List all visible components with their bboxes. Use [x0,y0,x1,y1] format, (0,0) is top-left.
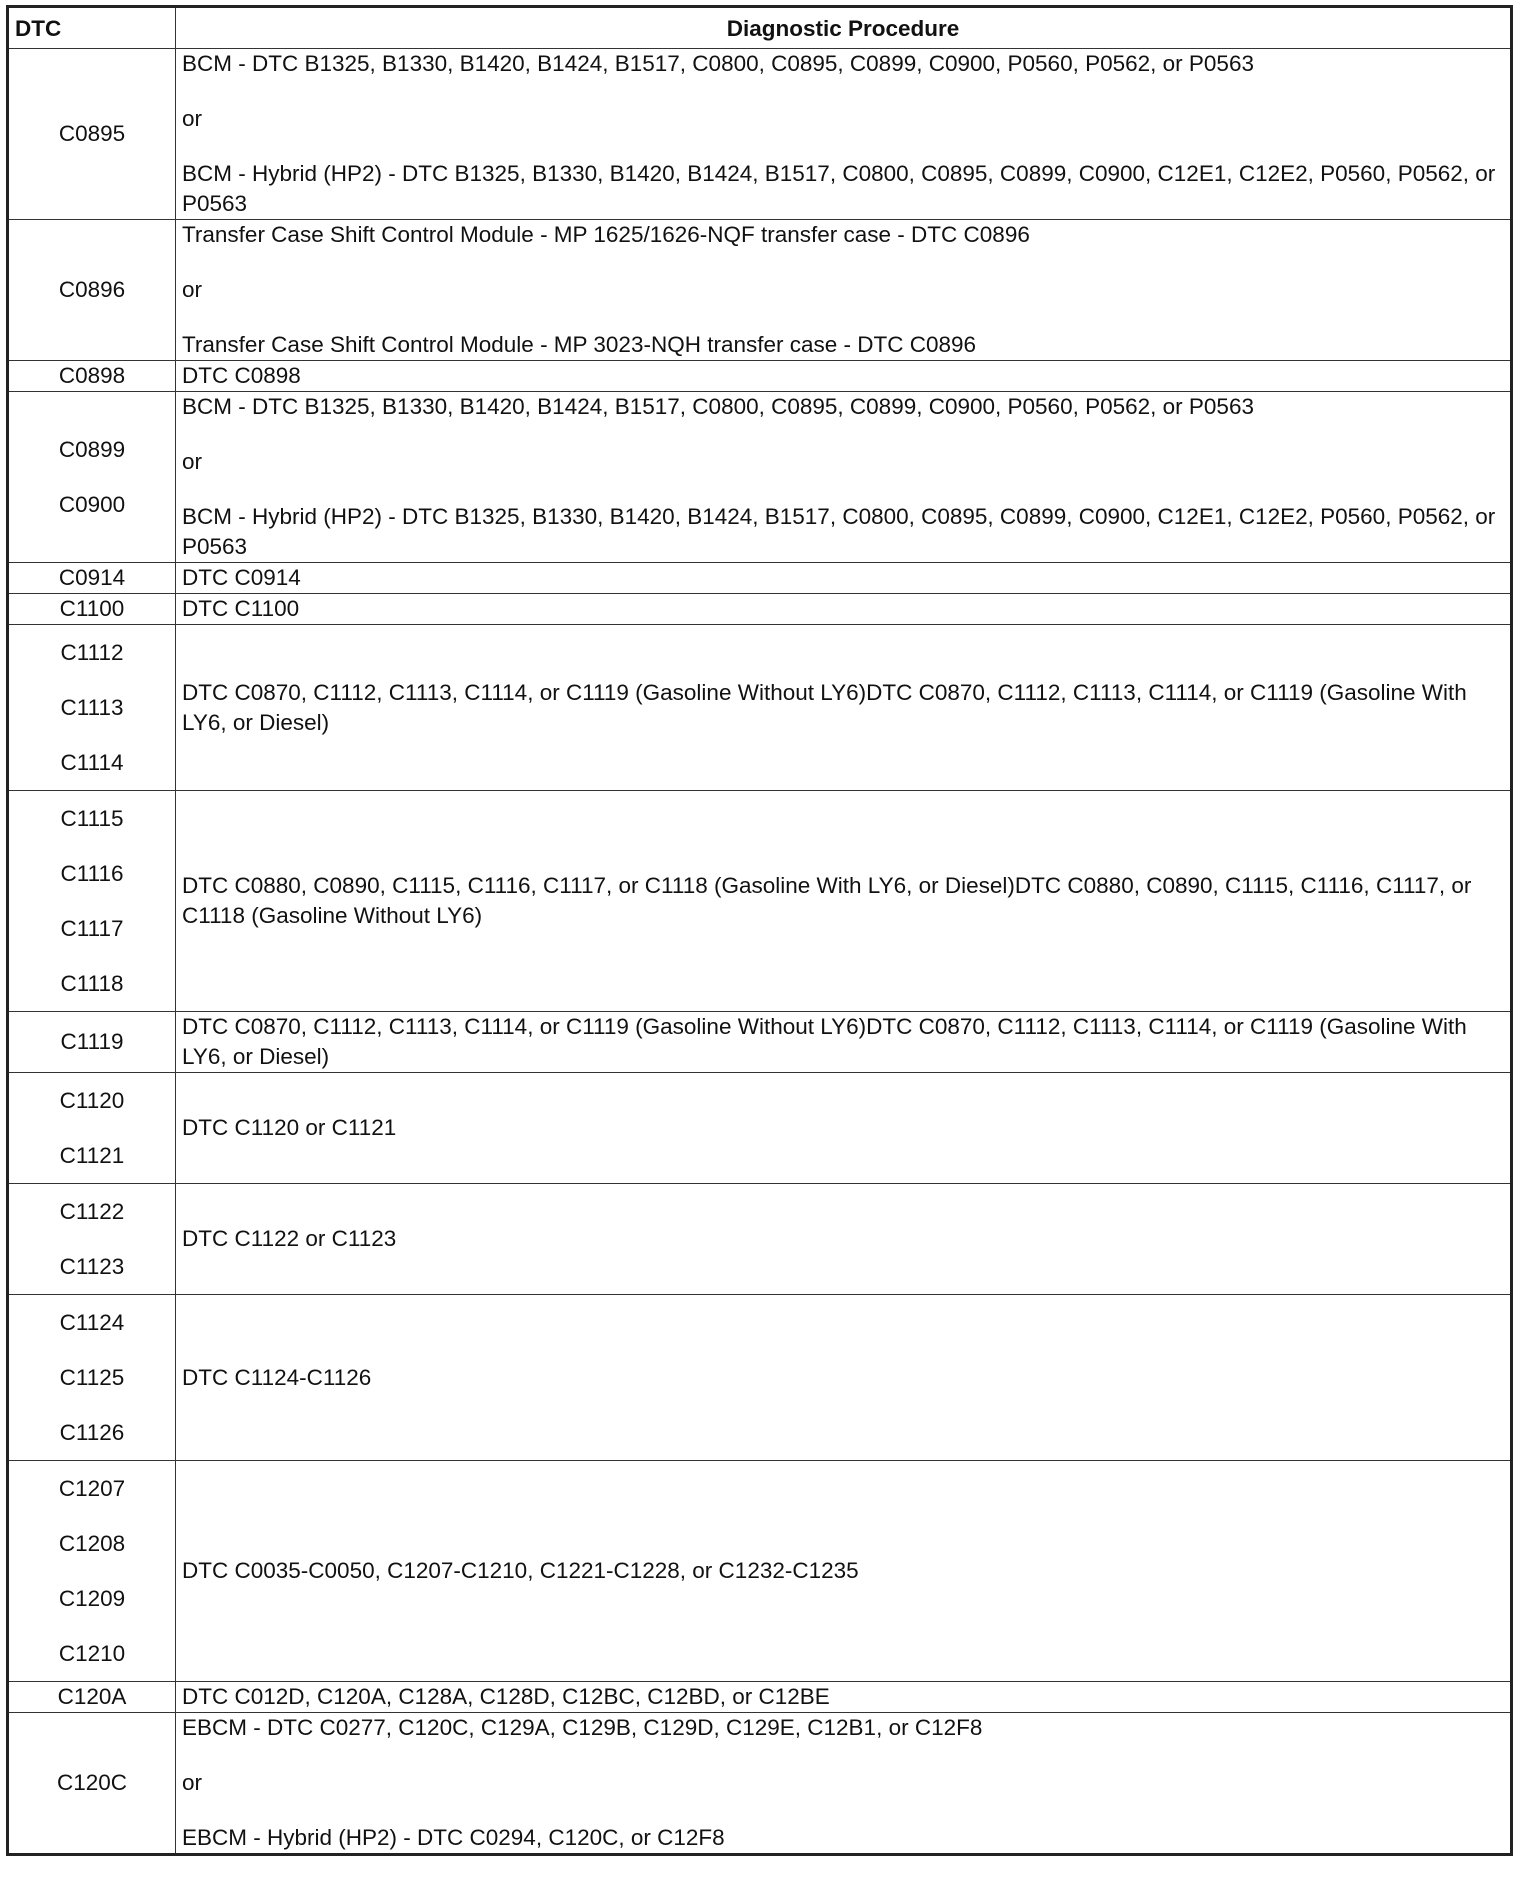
dtc-code: C1116 [60,861,124,886]
dtc-code: C0896 [58,277,126,302]
table-row [8,1295,1512,1461]
dtc-code: C0914 [58,565,126,590]
dtc-code: C1207 [58,1476,126,1501]
dtc-code-cell [8,1682,176,1713]
procedure-text: or [182,277,203,302]
procedure-text: DTC C1122 or C1123 [182,1226,397,1251]
diagnostic-procedure-cell [176,392,1512,563]
dtc-code-cell [8,1012,176,1073]
procedure-text: DTC C1100 [182,596,300,621]
procedure-text: DTC C0880, C0890, C1115, C1116, C1117, or C1118 (Gasoline With LY6, or Diesel)DTC C0880, C0890, C1115, C1116, C1117, or C1118 (Gasoline Without LY6) [182,873,1472,928]
dtc-code-cell [8,220,176,361]
table-row [8,1682,1512,1713]
dtc-code: C0898 [58,363,126,388]
procedure-text: BCM - Hybrid (HP2) - DTC B1325, B1330, B1420, B1424, B1517, C0800, C0895, C0899, C0900, C12E1, C12E2, P0560, P0562, or P0563 [182,161,1496,216]
procedure-text: Transfer Case Shift Control Module - MP 3023-NQH transfer case - DTC C0896 [182,332,977,357]
table-row [8,1461,1512,1682]
header-diagnostic-procedure: Diagnostic Procedure [176,7,1512,49]
dtc-code: C1123 [59,1254,125,1279]
dtc-code: C1208 [58,1531,126,1556]
dtc-code-cell [8,791,176,1012]
table-row [8,1012,1512,1073]
procedure-text: BCM - DTC B1325, B1330, B1420, B1424, B1517, C0800, C0895, C0899, C0900, P0560, P0562, or P0563 [182,51,1254,76]
dtc-code: C0899 [58,437,126,462]
procedure-text: EBCM - Hybrid (HP2) - DTC C0294, C120C, or C12F8 [182,1825,725,1850]
dtc-code: C1100 [59,596,125,621]
dtc-code: C1115 [60,806,124,831]
procedure-text: or [182,1770,203,1795]
procedure-text: BCM - Hybrid (HP2) - DTC B1325, B1330, B1420, B1424, B1517, C0800, C0895, C0899, C0900, C12E1, C12E2, P0560, P0562, or P0563 [182,504,1496,559]
dtc-code-cell [8,361,176,392]
table-row [8,220,1512,361]
procedure-text: DTC C012D, C120A, C128A, C128D, C12BC, C12BD, or C12BE [182,1684,830,1709]
table-row [8,625,1512,791]
procedure-text: EBCM - DTC C0277, C120C, C129A, C129B, C129D, C129E, C12B1, or C12F8 [182,1715,983,1740]
diagnostic-procedure-cell [176,361,1512,392]
dtc-code-cell [8,1295,176,1461]
dtc-code: C1124 [59,1310,125,1335]
diagnostic-procedure-cell [176,1295,1512,1461]
dtc-code: C1112 [60,640,124,665]
dtc-code: C0895 [58,121,126,146]
table-row [8,563,1512,594]
dtc-code: C1122 [59,1199,125,1224]
dtc-code: C0900 [58,492,126,517]
table-row [8,49,1512,220]
table-body [8,49,1512,1855]
procedure-text: DTC C1124-C1126 [182,1364,372,1390]
diagnostic-procedure-cell [176,1682,1512,1713]
dtc-code: C1210 [58,1641,126,1666]
dtc-code: C1118 [60,971,124,996]
diagnostic-procedure-cell [176,1184,1512,1295]
procedure-text: DTC C0035-C0050, C1207-C1210, C1221-C1228, or C1232-C1235 [182,1558,859,1583]
diagnostic-procedure-cell [176,1713,1512,1855]
dtc-code: C1119 [60,1029,124,1054]
dtc-code: C1114 [60,750,124,775]
dtc-code-cell [8,392,176,563]
diagnostic-procedure-cell [176,563,1512,594]
table-row [8,392,1512,563]
procedure-text: DTC C1120 or C1121 [182,1115,397,1140]
dtc-code-cell [8,1073,176,1184]
diagnostic-procedure-cell [176,49,1512,220]
diagnostic-procedure-cell [176,625,1512,791]
dtc-code-cell [8,1461,176,1682]
diagnostic-procedure-cell [176,1012,1512,1073]
header-dtc: DTC [8,7,176,49]
dtc-code-cell [8,563,176,594]
procedure-text: Transfer Case Shift Control Module - MP 1625/1626-NQF transfer case - DTC C0896 [182,222,1030,247]
dtc-code: C1117 [60,916,124,941]
procedure-text: or [182,106,203,131]
dtc-code: C1113 [60,695,124,720]
procedure-text: BCM - DTC B1325, B1330, B1420, B1424, B1517, C0800, C0895, C0899, C0900, P0560, P0562, or P0563 [182,394,1254,419]
diagnostic-procedure-cell [176,220,1512,361]
diagnostic-procedure-cell [176,1461,1512,1682]
dtc-code: C1121 [59,1143,125,1168]
dtc-code: C1125 [59,1365,125,1390]
dtc-code-cell [8,1184,176,1295]
procedure-text: DTC C0870, C1112, C1113, C1114, or C1119 (Gasoline Without LY6)DTC C0870, C1112, C1113, C1114, or C1119 (Gasoline With LY6, or Diesel) [182,679,1467,735]
dtc-code-cell [8,594,176,625]
dtc-code-cell [8,625,176,791]
dtc-code: C1126 [59,1420,125,1445]
table-row [8,1184,1512,1295]
procedure-text: or [182,449,203,474]
dtc-code: C1209 [58,1586,126,1611]
diagnostic-procedure-cell [176,594,1512,625]
dtc-code: C1120 [59,1088,125,1113]
header-row [8,7,1512,49]
diagnostic-procedure-cell [176,1073,1512,1184]
dtc-code-cell [8,49,176,220]
dtc-code: C120A [57,1684,127,1709]
dtc-code-cell [8,1713,176,1855]
table-row [8,791,1512,1012]
table-row [8,361,1512,392]
procedure-text: DTC C0914 [182,565,301,590]
table-row [8,594,1512,625]
dtc-table [6,5,1513,1856]
table-row [8,1713,1512,1855]
diagnostic-procedure-cell [176,791,1512,1012]
procedure-text: DTC C0898 [182,363,301,388]
procedure-text: DTC C0870, C1112, C1113, C1114, or C1119 (Gasoline Without LY6)DTC C0870, C1112, C1113, C1114, or C1119 (Gasoline With LY6, or Diesel) [182,1014,1467,1069]
dtc-code: C120C [56,1770,128,1795]
table-row [8,1073,1512,1184]
